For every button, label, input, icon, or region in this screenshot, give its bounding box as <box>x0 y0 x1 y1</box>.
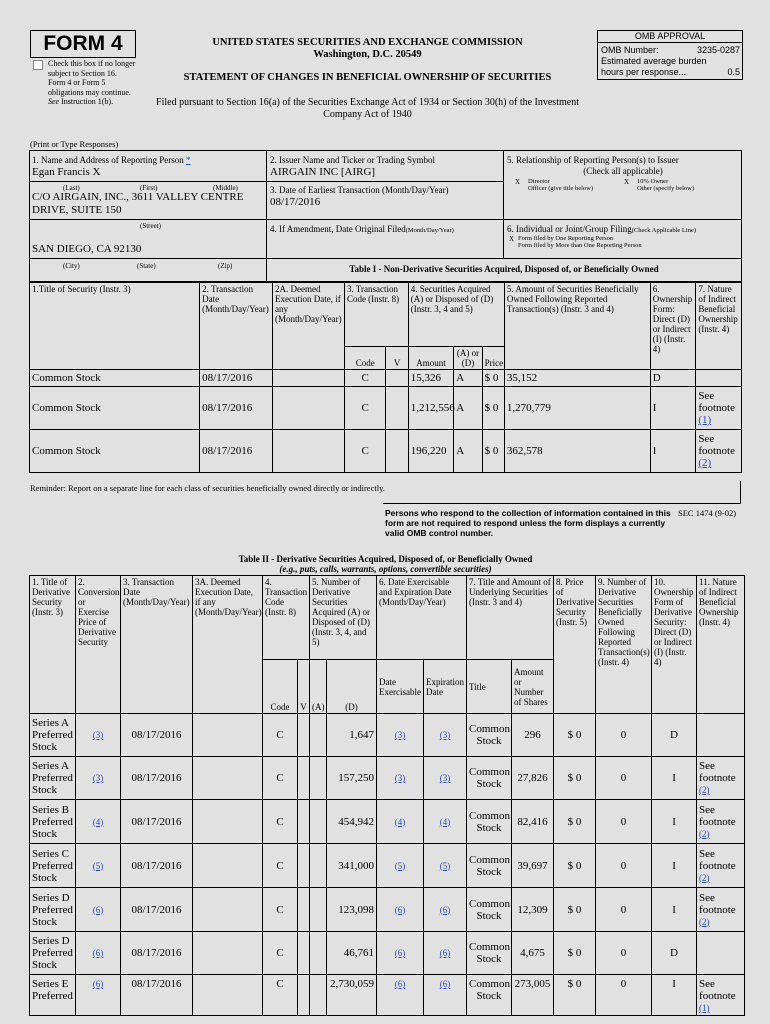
table-row <box>30 975 745 1016</box>
t2-deemed <box>193 844 263 888</box>
t2-u-amount: 27,826 <box>512 757 554 800</box>
footnote-link[interactable]: (3) <box>439 773 451 783</box>
t2-owned: 0 <box>596 714 652 757</box>
t2-form: I <box>652 888 697 932</box>
t2-h2: 2. Conversion or Exercise Price of Derivative Security <box>76 576 121 714</box>
director-checkmark: X <box>515 178 521 186</box>
t1-owned: 362,578 <box>504 430 650 473</box>
footnote-link[interactable]: (3) <box>92 773 104 783</box>
reporting-address: C/O AIRGAIN, INC., 3611 VALLEY CENTRE DRIVE, SUITE 150 <box>32 191 244 216</box>
sec-code: SEC 1474 (9-02) <box>678 508 737 518</box>
t2-exp <box>424 757 467 800</box>
t1-h6: 6. Ownership Form: Direct (D) or Indirect (I) (Instr. 4) <box>650 283 696 370</box>
t2-price: $ 0 <box>554 844 596 888</box>
t2-title: Series A Preferred Stock <box>30 714 76 757</box>
footnote-link[interactable]: (6) <box>439 904 451 915</box>
t2-title: Series E Preferred <box>30 975 76 1016</box>
t2-h7: 7. Title and Amount of Underlying Securities (Instr. 3 and 4) <box>467 576 554 660</box>
filing-label: 6. Individual or Joint/Group Filing(Check Applicable Line) <box>507 224 697 234</box>
owner-label: 10% Owner <box>637 178 669 185</box>
t2-code: C <box>263 975 298 1016</box>
t2-owned: 0 <box>596 975 652 1016</box>
t1-ad: A <box>454 370 482 387</box>
t2-date: 08/17/2016 <box>121 888 193 932</box>
t2-v <box>298 844 310 888</box>
t2-conv <box>76 800 121 844</box>
t1-deemed <box>273 370 345 387</box>
footnote-link[interactable]: (6) <box>92 979 104 989</box>
t1-price: $ 0 <box>482 430 504 473</box>
t2-u-title: Common Stock <box>467 975 512 1016</box>
reminder-rule <box>383 503 741 504</box>
t1-v <box>386 370 408 387</box>
table-row <box>30 370 742 387</box>
t1-deemed <box>273 387 345 430</box>
t2-date-ex <box>377 888 424 932</box>
t2-a <box>310 888 327 932</box>
footnote-link[interactable]: (6) <box>394 979 406 989</box>
t2-form: D <box>652 932 697 975</box>
grid-row-2 <box>29 219 503 220</box>
last-label: (Last) <box>63 184 80 192</box>
t1-v <box>386 387 408 430</box>
reporting-name: Egan Francis X <box>32 166 101 178</box>
t2-date: 08/17/2016 <box>121 714 193 757</box>
table-row <box>30 844 745 888</box>
t2-title-head: Title <box>467 660 512 714</box>
t2-code: C <box>263 800 298 844</box>
t2-u-amount: 82,416 <box>512 800 554 844</box>
t2-a <box>310 800 327 844</box>
footnote-link[interactable]: (3) <box>92 730 104 740</box>
table-row <box>30 888 745 932</box>
filed-pursuant: Filed pursuant to Section 16(a) of the Securities Exchange Act of 1934 or Section 30(h) of the Investment Company Act of 1940 <box>156 97 579 120</box>
t1-h3: 3. Transaction Code (Instr. 8) <box>344 283 408 347</box>
t2-u-title: Common Stock <box>467 714 512 757</box>
footnote-link[interactable]: (4) <box>394 816 406 827</box>
footnote-link[interactable]: (5) <box>439 860 451 871</box>
persons-notice: Persons who respond to the collection of information contained in this form are not required to respond unless the form displays a currently valid OMB control number. <box>385 508 671 538</box>
t1-code: C <box>344 370 386 387</box>
t1-h4: 4. Securities Acquired (A) or Disposed of (D) (Instr. 3, 4 and 5) <box>408 283 504 347</box>
omb-divider <box>597 42 743 43</box>
t2-d: 1,647 <box>327 714 377 757</box>
t2-date: 08/17/2016 <box>121 844 193 888</box>
t1-code: C <box>344 387 386 430</box>
t2-h4: 4. Transaction Code (Instr. 8) <box>263 576 310 660</box>
t2-h1: 1. Title of Derivative Security (Instr. 3) <box>30 576 76 714</box>
t2-u-amount: 296 <box>512 714 554 757</box>
t2-owned: 0 <box>596 932 652 975</box>
t2-exp <box>424 800 467 844</box>
t2-v <box>298 932 310 975</box>
t2-owned: 0 <box>596 757 652 800</box>
t2-h3a: 3A. Deemed Execution Date, if any (Month/Day/Year) <box>193 576 263 714</box>
t2-owned: 0 <box>596 844 652 888</box>
omb-heading: OMB APPROVAL <box>634 31 706 41</box>
t1-price: $ 0 <box>482 370 504 387</box>
t2-u-title: Common Stock <box>467 888 512 932</box>
footnote-link[interactable]: (6) <box>92 904 104 915</box>
table-row <box>30 757 745 800</box>
t2-price: $ 0 <box>554 888 596 932</box>
footnote-link[interactable]: (2) <box>698 457 712 469</box>
t2-date: 08/17/2016 <box>121 757 193 800</box>
name-asterisk-link[interactable]: * <box>185 155 191 165</box>
t2-date-ex <box>377 932 424 975</box>
t1-amount: 196,220 <box>408 430 454 473</box>
footnote-link[interactable]: (3) <box>394 773 406 783</box>
officer-label: Officer (give title below) <box>528 185 594 192</box>
omb-burden-label: Estimated average burden <box>601 56 707 66</box>
other-label: Other (specify below) <box>637 185 695 192</box>
t2-code: C <box>263 714 298 757</box>
t1-amount: 1,212,556 <box>408 387 454 430</box>
t1-nature: See footnote (2) <box>696 430 742 473</box>
t1-date: 08/17/2016 <box>200 430 273 473</box>
t2-date-ex <box>377 844 424 888</box>
reminder-rule-v <box>740 481 741 503</box>
t1-nature: See footnote (1) <box>696 387 742 430</box>
middle-label: (Middle) <box>213 184 238 192</box>
t2-owned: 0 <box>596 800 652 844</box>
t2-h6: 6. Date Exercisable and Expiration Date (Month/Day/Year) <box>377 576 467 660</box>
t2-v <box>298 757 310 800</box>
footnote-link[interactable]: (5) <box>394 860 406 871</box>
t1-owned: 35,152 <box>504 370 650 387</box>
t1-form: I <box>650 387 696 430</box>
t2-a <box>310 932 327 975</box>
t2-d: 454,942 <box>327 800 377 844</box>
agency-name: UNITED STATES SECURITIES AND EXCHANGE COMMISSION <box>212 37 523 48</box>
t2-date: 08/17/2016 <box>121 932 193 975</box>
t1-h7: 7. Nature of Indirect Beneficial Ownership (Instr. 4) <box>696 283 742 370</box>
t2-date-ex <box>377 714 424 757</box>
t2-u-amount: 4,675 <box>512 932 554 975</box>
t1-date: 08/17/2016 <box>200 387 273 430</box>
t2-u-amount: 273,005 <box>512 975 554 1016</box>
t2-exp <box>424 888 467 932</box>
t2-title: Series D Preferred Stock <box>30 932 76 975</box>
t2-price: $ 0 <box>554 757 596 800</box>
city-label: (City) <box>63 262 80 270</box>
form-title: FORM 4 <box>43 32 123 55</box>
t2-code: C <box>263 757 298 800</box>
footnote-link[interactable]: (3) <box>439 730 451 740</box>
footnote-link[interactable]: (5) <box>92 860 104 871</box>
omb-number: 3235-0287 <box>696 45 740 55</box>
t2-h8: 8. Price of Derivative Security (Instr. 5) <box>554 576 596 714</box>
t2-nature <box>697 975 745 1016</box>
relationship-label: 5. Relationship of Reporting Person(s) to Issuer <box>507 155 679 165</box>
city-state-zip: SAN DIEGO, CA 92130 <box>32 243 142 255</box>
filing-more-label: Form filed by More than One Reporting Person <box>518 242 642 249</box>
t2-a-head: (A) <box>310 660 327 714</box>
table2 <box>29 575 745 1016</box>
statement-heading: STATEMENT OF CHANGES IN BENEFICIAL OWNERSHIP OF SECURITIES <box>183 72 552 83</box>
t1-aord-head: (A) or (D) <box>454 347 482 370</box>
name-label: 1. Name and Address of Reporting Person * <box>32 155 191 165</box>
t1-title: Common Stock <box>30 387 200 430</box>
t2-h5: 5. Number of Derivative Securities Acquired (A) or Disposed of (D) (Instr. 3, 4, and 5) <box>310 576 377 660</box>
t2-title: Series C Preferred Stock <box>30 844 76 888</box>
t2-date-ex <box>377 757 424 800</box>
t1-price-head: Price <box>482 347 504 370</box>
t2-nature <box>697 714 745 757</box>
t2-amount-head: Amount or Number of Shares <box>512 660 554 714</box>
t2-u-amount: 12,309 <box>512 888 554 932</box>
t2-h9: 9. Number of Derivative Securities Beneficially Owned Following Reported Transaction(s) (Instr. 4) <box>596 576 652 714</box>
t2-v <box>298 800 310 844</box>
t2-d: 46,761 <box>327 932 377 975</box>
t2-title: Series A Preferred Stock <box>30 757 76 800</box>
t2-v-head: V <box>298 660 310 714</box>
footnote-link[interactable]: (2) <box>699 785 710 795</box>
t2-form: I <box>652 844 697 888</box>
t2-nature <box>697 757 745 800</box>
t2-deemed <box>193 888 263 932</box>
footnote-link[interactable]: (6) <box>439 979 451 989</box>
t1-v-head: V <box>386 347 408 370</box>
t2-v <box>298 888 310 932</box>
t2-u-amount: 39,697 <box>512 844 554 888</box>
t2-d: 2,730,059 <box>327 975 377 1016</box>
t2-h10: 10. Ownership Form of Derivative Security: Direct (D) or Indirect (I) (Instr. 4) <box>652 576 697 714</box>
t1-title: Common Stock <box>30 370 200 387</box>
t2-deemed <box>193 800 263 844</box>
t2-price: $ 0 <box>554 800 596 844</box>
checkbox-see: See <box>48 97 60 106</box>
filing-one-checkmark: X <box>509 235 515 243</box>
t2-deemed <box>193 932 263 975</box>
t2-conv <box>76 975 121 1016</box>
t1-form: D <box>650 370 696 387</box>
footnote-link[interactable]: (6) <box>394 904 406 915</box>
footnote-link[interactable]: (4) <box>92 816 104 827</box>
nature-text: See footnote <box>699 760 736 784</box>
amendment-label: 4. If Amendment, Date Original Filed(Month/Day/Year) <box>270 224 454 234</box>
table-row <box>30 430 742 473</box>
footnote-link[interactable]: (3) <box>394 730 406 740</box>
table-row <box>30 932 745 975</box>
t1-nature <box>696 370 742 387</box>
relationship-sub: (Check all applicable) <box>583 166 663 176</box>
omb-hours: 0.5 <box>727 67 740 77</box>
t1-h1: 1.Title of Security (Instr. 3) <box>30 283 200 370</box>
nature-text: See footnote <box>699 978 736 1002</box>
t2-exp <box>424 714 467 757</box>
first-label: (First) <box>140 184 158 192</box>
t2-exp <box>424 932 467 975</box>
director-label: Director <box>528 178 550 185</box>
t2-u-title: Common Stock <box>467 932 512 975</box>
grid-row-1 <box>29 181 503 182</box>
t2-price: $ 0 <box>554 975 596 1016</box>
t2-conv <box>76 888 121 932</box>
t2-title: Series B Preferred Stock <box>30 800 76 844</box>
t2-date-ex-head: Date Exercisable <box>377 660 424 714</box>
t2-h11: 11. Nature of Indirect Beneficial Ownership (Instr. 4) <box>697 576 745 714</box>
t2-nature <box>697 888 745 932</box>
t2-code: C <box>263 932 298 975</box>
t2-conv <box>76 844 121 888</box>
t2-price: $ 0 <box>554 714 596 757</box>
zip-label: (Zip) <box>218 262 233 270</box>
t2-nature <box>697 800 745 844</box>
table2-subtitle: (e.g., puts, calls, warrants, options, convertible securities) <box>279 564 492 574</box>
grid-divider-2 <box>503 150 504 258</box>
t2-exp <box>424 975 467 1016</box>
t2-exp-head: Expiration Date <box>424 660 467 714</box>
t1-code: C <box>344 430 386 473</box>
t2-date: 08/17/2016 <box>121 975 193 1016</box>
table1 <box>29 282 742 473</box>
t2-code: C <box>263 888 298 932</box>
t2-date: 08/17/2016 <box>121 800 193 844</box>
t2-date-ex <box>377 975 424 1016</box>
t2-conv <box>76 757 121 800</box>
grid-row-4 <box>29 258 742 259</box>
t2-d: 341,000 <box>327 844 377 888</box>
table-row <box>30 800 745 844</box>
t1-h2: 2. Transaction Date (Month/Day/Year) <box>200 283 273 370</box>
footnote-link[interactable]: (6) <box>92 948 104 958</box>
omb-hours-label: hours per response... <box>601 67 687 77</box>
t2-form: I <box>652 757 697 800</box>
t2-d: 123,098 <box>327 888 377 932</box>
grid-row-3 <box>503 219 742 220</box>
t1-owned: 1,270,779 <box>504 387 650 430</box>
t2-d-head: (D) <box>327 660 377 714</box>
t1-amount: 15,326 <box>408 370 454 387</box>
t2-u-title: Common Stock <box>467 844 512 888</box>
t2-v <box>298 975 310 1016</box>
footnote-link[interactable]: (6) <box>394 948 406 958</box>
t2-title: Series D Preferred Stock <box>30 888 76 932</box>
t1-deemed <box>273 430 345 473</box>
t1-h5: 5. Amount of Securities Beneficially Owned Following Reported Transaction(s) (Instr. 3 and 4) <box>504 283 650 370</box>
agency-location: Washington, D.C. 20549 <box>313 49 422 60</box>
t2-conv <box>76 714 121 757</box>
state-label: (State) <box>137 262 156 270</box>
t2-form: I <box>652 975 697 1016</box>
table-row <box>30 387 742 430</box>
t2-deemed <box>193 975 263 1016</box>
footnote-link[interactable]: (1) <box>698 414 712 426</box>
earliest-date: 08/17/2016 <box>270 196 321 208</box>
footnote-link[interactable]: (1) <box>699 1003 710 1013</box>
table-row <box>30 714 745 757</box>
t2-d: 157,250 <box>327 757 377 800</box>
reminder: Reminder: Report on a separate line for each class of securities beneficially owned directly or indirectly. <box>30 483 385 493</box>
t2-deemed <box>193 714 263 757</box>
earliest-label: 3. Date of Earliest Transaction (Month/Day/Year) <box>270 185 449 195</box>
t2-deemed <box>193 757 263 800</box>
table1-title: Table I - Non-Derivative Securities Acquired, Disposed of, or Beneficially Owned <box>349 264 659 274</box>
footnote-link[interactable]: (6) <box>439 948 451 958</box>
t2-form: D <box>652 714 697 757</box>
footnote-link[interactable]: (2) <box>699 828 710 839</box>
nature-text: See footnote <box>699 803 736 828</box>
print-or-type: (Print or Type Responses) <box>30 139 119 149</box>
t2-u-title: Common Stock <box>467 757 512 800</box>
checkbox-text: Check this box if no longer subject to Section 16. Form 4 or Form 5 obligations may continue. See Instruction 1(b). <box>48 59 136 106</box>
t1-ad: A <box>454 430 482 473</box>
t2-v <box>298 714 310 757</box>
t2-u-title: Common Stock <box>467 800 512 844</box>
t1-price: $ 0 <box>482 387 504 430</box>
t2-form: I <box>652 800 697 844</box>
t2-a <box>310 757 327 800</box>
no-longer-subject-checkbox[interactable] <box>33 60 43 70</box>
grid-divider-1 <box>266 150 267 282</box>
street-label: (Street) <box>140 222 161 230</box>
t2-a <box>310 975 327 1016</box>
t2-owned: 0 <box>596 888 652 932</box>
t1-v <box>386 430 408 473</box>
issuer-name: AIRGAIN INC [AIRG] <box>270 166 376 178</box>
t2-a <box>310 844 327 888</box>
t1-amount-head: Amount <box>408 347 454 370</box>
t1-form: I <box>650 430 696 473</box>
t1-ad: A <box>454 387 482 430</box>
t1-title: Common Stock <box>30 430 200 473</box>
nature-text: See footnote <box>699 847 736 872</box>
omb-number-label: OMB Number: <box>601 45 659 55</box>
t2-nature <box>697 844 745 888</box>
t2-nature <box>697 932 745 975</box>
footnote-link[interactable]: (2) <box>699 872 710 883</box>
t2-exp <box>424 844 467 888</box>
t2-conv <box>76 932 121 975</box>
t1-code-head: Code <box>344 347 386 370</box>
t1-date: 08/17/2016 <box>200 370 273 387</box>
filing-one-label: Form filed by One Reporting Person <box>518 235 614 242</box>
footnote-link[interactable]: (2) <box>699 916 710 927</box>
t2-code: C <box>263 844 298 888</box>
t2-code-head: Code <box>263 660 298 714</box>
owner-checkmark: X <box>624 178 630 186</box>
nature-text: See footnote <box>699 891 736 916</box>
table2-title: Table II - Derivative Securities Acquired, Disposed of, or Beneficially Owned <box>238 554 533 564</box>
footnote-link[interactable]: (4) <box>439 816 451 827</box>
t2-a <box>310 714 327 757</box>
t1-h2a: 2A. Deemed Execution Date, if any (Month/Day/Year) <box>273 283 345 370</box>
issuer-label: 2. Issuer Name and Ticker or Trading Symbol <box>270 155 435 165</box>
t2-price: $ 0 <box>554 932 596 975</box>
t2-h3: 3. Transaction Date (Month/Day/Year) <box>121 576 193 714</box>
t2-date-ex <box>377 800 424 844</box>
